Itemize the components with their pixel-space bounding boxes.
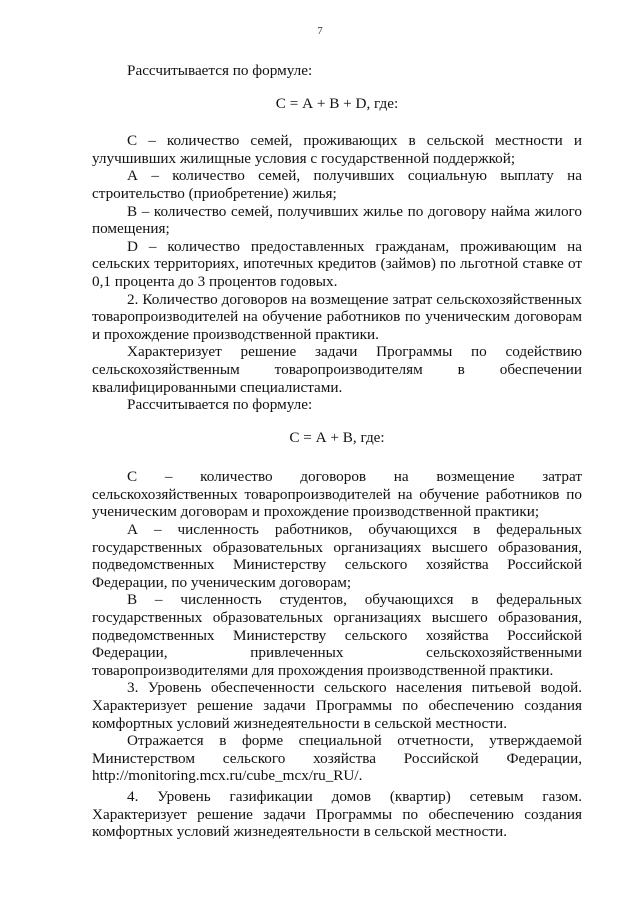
formula-2: С = А + В, где: — [289, 428, 385, 446]
indicator-2-description: Характеризует решение задачи Программы по содействию сельскохозяйственным товаропроизводителям в обеспечении квалифицированными специалистами. — [92, 343, 582, 396]
formula-intro-1: Рассчитывается по формуле: — [127, 62, 313, 79]
definition-b-1: В – количество семей, получивших жилье по договору найма жилого помещения; — [92, 202, 582, 238]
definition-c-2: С – количество договоров на возмещение затрат сельскохозяйственных товаропроизводителей на обучение работников по ученическим договорам и прохождение производственной практики; — [92, 468, 582, 521]
page-number: 7 — [317, 25, 323, 37]
indicator-3: 3. Уровень обеспеченности сельского населения питьевой водой. Характеризует решение задачи Программы по обеспечению создания комфортных условий жизнедеятельности в сельской местности. — [92, 679, 582, 732]
formula-1: С = А + В + D, где: — [275, 94, 399, 112]
definition-a-2: А – численность работников, обучающихся в федеральных государственных образовательных организациях высшего образования, подведомственных Министерству сельского хозяйства Российской Федерации, по ученическим договорам; — [92, 521, 582, 591]
definition-c-1: С – количество семей, проживающих в сельской местности и улучшивших жилищные условия с государственной поддержкой; — [92, 132, 582, 167]
formula-intro-2: Рассчитывается по формуле: — [127, 396, 313, 414]
indicator-4: 4. Уровень газификации домов (квартир) сетевым газом. Характеризует решение задачи Программы по обеспечению создания комфортных условий жизнедеятельности в сельской местности. — [92, 787, 582, 841]
indicator-2-title: 2. Количество договоров на возмещение затрат сельскохозяйственных товаропроизводителей на обучение работников по ученическим договорам и прохождение производственной практики. — [92, 290, 582, 343]
definition-d-1: D – количество предоставленных гражданам, проживающим на сельских территориях, ипотечных кредитов (займов) по льготной ставке от 0,1 процента до 3 процентов годовых. — [92, 237, 582, 290]
definition-b-2: В – численность студентов, обучающихся в федеральных государственных образовательных организациях высшего образования, подведомственных Министерству сельского хозяйства Российской Федерации, привлеченных сельскохозяйственными товаропроизводителями для прохождения производственной практики. — [92, 591, 582, 679]
page-content — [92, 62, 582, 841]
indicator-3-reporting: Отражается в форме специальной отчетности, утверждаемой Министерством сельского хозяйства Российской Федерации, http://monitoring.mcx.ru/cube_mcx/ru_RU/. — [92, 732, 582, 785]
definition-a-1: А – количество семей, получивших социальную выплату на строительство (приобретение) жилья; — [92, 167, 582, 202]
